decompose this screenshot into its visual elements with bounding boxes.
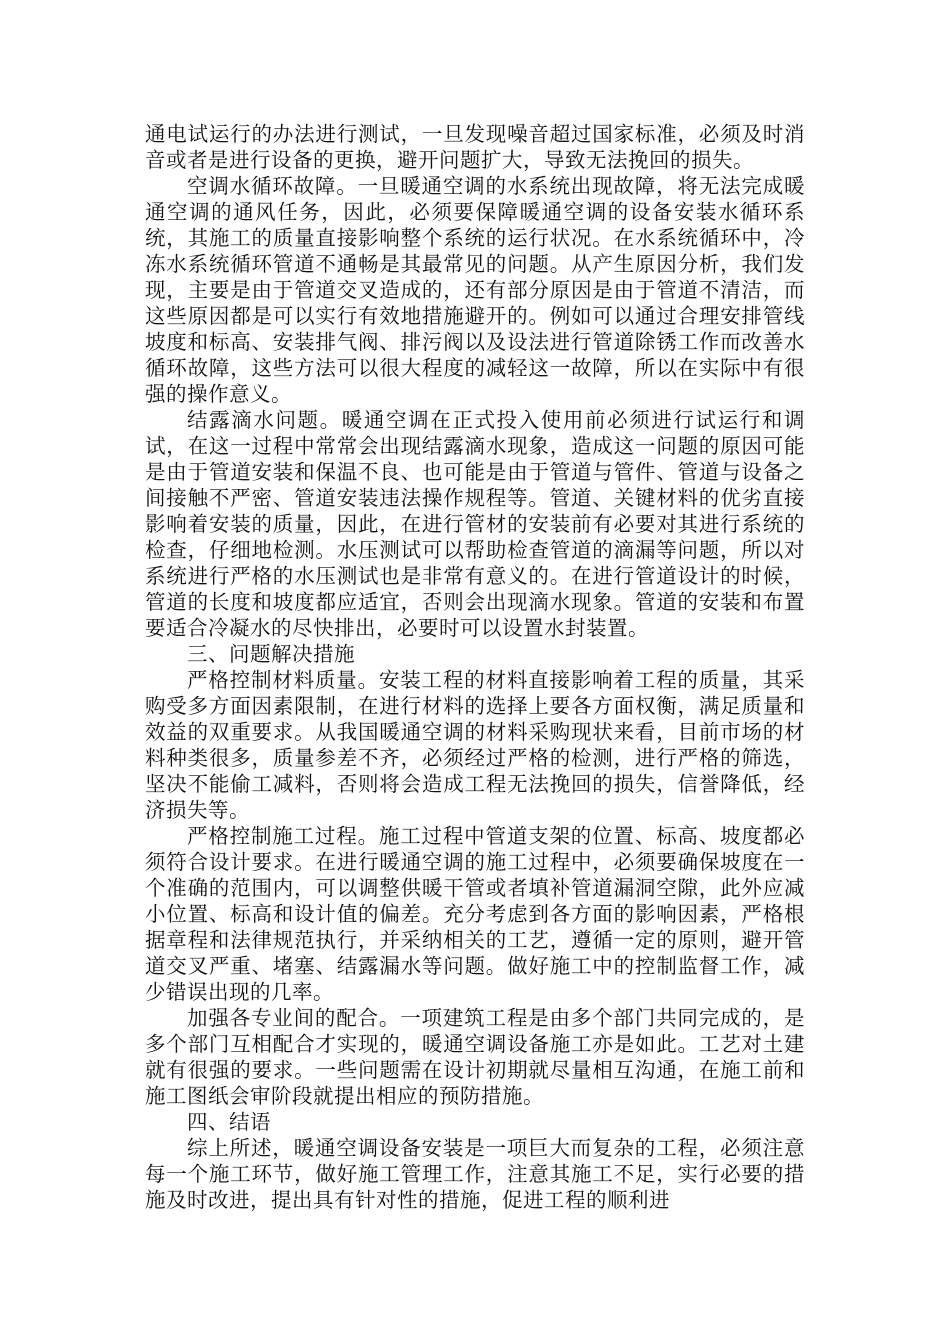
paragraph-conclusion: 综上所述，暖通空调设备安装是一项巨大而复杂的工程，必须注意每一个施工环节，做好施工管理工作，注意其施工不足，实行必要的措施及时改进，提出具有针对性的措施，促进工程的顺利进 — [145, 1136, 805, 1212]
section-heading-conclusion: 四、结语 — [187, 1110, 271, 1134]
paragraph-condensation-drip: 结露滴水问题。暖通空调在正式投入使用前必须进行试运行和调试，在这一过程中常常会出现结露滴水现象，造成这一问题的原因可能是由于管道安装和保温不良、也可能是由于管道与管件、管道与设备之间接触不严密、管道安装违法操作规程等。管道、关键材料的优劣直接影响着安装的质量，因此，在进行管材的安装前有必要对其进行系统的检查，仔细地检测。水压测试可以帮助检查管道的滴漏等问题，所以对系统进行严格的水压测试也是非常有意义的。在进行管道设计的时候，管道的长度和坡度都应适宜，否则会出现滴水现象。管道的安装和布置要适合冷凝水的尽快排出，必要时可以设置水封装置。 — [145, 408, 805, 640]
paragraph-construction-process: 严格控制施工过程。施工过程中管道支架的位置、标高、坡度都必须符合设计要求。在进行暖通空调的施工过程中，必须要确保坡度在一个准确的范围内，可以调整供暖干管或者填补管道漏洞空隙，此外应减小位置、标高和设计值的偏差。充分考虑到各方面的影响因素，严格根据章程和法律规范执行，并采纳相关的工艺，遵循一定的原则，避开管道交叉严重、堵塞、结露漏水等问题。做好施工中的控制监督工作，减少错误出现的几率。 — [145, 824, 805, 1004]
paragraph-water-circulation-fault: 空调水循环故障。一旦暖通空调的水系统出现故障，将无法完成暖通空调的通风任务，因此，必须要保障暖通空调的设备安装水循环系统，其施工的质量直接影响整个系统的运行状况。在水系统循环中，冷冻水系统循环管道不通畅是其最常见的问题。从产生原因分析，我们发现，主要是由于管道交叉造成的，还有部分原因是由于管道不清洁，而这些原因都是可以实行有效地措施避开的。例如可以通过合理安排管线坡度和标高、安装排气阀、排污阀以及设法进行管道除锈工作而改善水循环故障，这些方法可以很大程度的减轻这一故障，所以在实际中有很强的操作意义。 — [145, 174, 805, 406]
paragraph-coordination: 加强各专业间的配合。一项建筑工程是由多个部门共同完成的，是多个部门互相配合才实现的，暖通空调设备施工亦是如此。工艺对土建就有很强的要求。一些问题需在设计初期就尽量相互沟通，在施工前和施工图纸会审阶段就提出相应的预防措施。 — [145, 1006, 805, 1108]
paragraph-continuation: 通电试运行的办法进行测试，一旦发现噪音超过国家标准，必须及时消音或者是进行设备的更换，避开问题扩大，导致无法挽回的损失。 — [145, 122, 805, 172]
section-heading-solutions: 三、问题解决措施 — [187, 642, 355, 666]
document-body — [145, 121, 805, 1213]
paragraph-material-quality: 严格控制材料质量。安装工程的材料直接影响着工程的质量，其采购受多方面因素限制，在进行材料的选择上要各方面权衡，满足质量和效益的双重要求。从我国暖通空调的材料采购现状来看，目前市场的材料种类很多，质量参差不齐，必须经过严格的检测，进行严格的筛选，坚决不能偷工减料，否则将会造成工程无法挽回的损失，信誉降低，经济损失等。 — [145, 668, 805, 822]
